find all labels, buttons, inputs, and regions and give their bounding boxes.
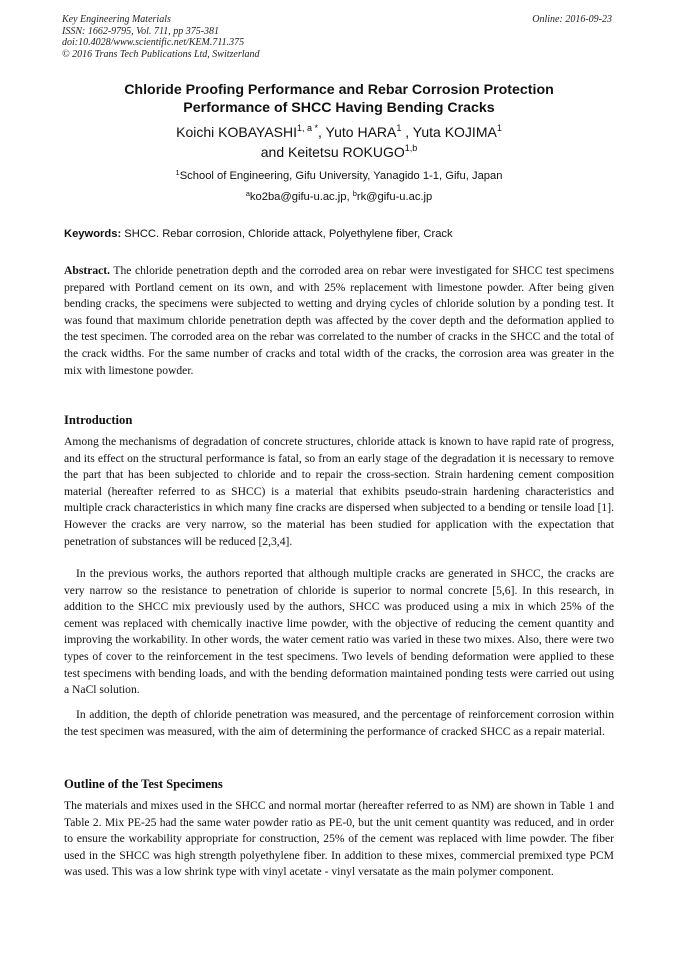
author-name: and Keitetsu ROKUGO	[260, 144, 405, 160]
online-date: Online: 2016-09-23	[532, 14, 612, 25]
author-superscript: 1	[496, 123, 502, 133]
email-superscript: b	[352, 189, 357, 198]
email-link: rk@gifu-u.ac.jp	[356, 191, 433, 203]
abstract-text: The chloride penetration depth and the corroded area on rebar were investigated for SHCC test specimens prepared with Portland cement on its own, and with 25% replacement with limestone powder. After being given bending cracks, the specimens were subjected to wetting and drying cycles of chloride solution by a ponding test. It was found that maximum chloride penetration depth was affected by the cover depth and the deformation applied to the test specimen. The corroded area on the rebar was correlated to the number of cracks in the SHCC and the total of the crack widths. For the same number of cracks and total width of the cracks, the corrosion area was greater in the mix with limestone powder.	[64, 264, 614, 377]
section-heading-introduction: Introduction	[64, 413, 133, 427]
intro-paragraph-1: Among the mechanisms of degradation of concrete structures, chloride attack is known to have rapid rate of progress, and its effect on the structural performance is fatal, so from an early stage of the degradation it is necessary to remove the part that has been subjected to chloride and to repair the cross-section. Strain hardening cement composition material (hereafter referred to as SHCC) is a material that exhibits pseudo-strain hardening characteristics and multiple crack characteristics in which many fine cracks are dispersed when subjected to a bending or tensile load [1]. However the cracks are very narrow, so the material has been studied for application with the expectation that penetration of substances will be reduced [2,3,4].	[64, 435, 614, 548]
affiliation-superscript: 1	[175, 168, 180, 177]
copyright-line: © 2016 Trans Tech Publications Ltd, Switzerland	[62, 48, 260, 60]
author-superscript: 1, a *	[297, 123, 319, 133]
keywords	[64, 227, 453, 241]
paper-title	[40, 81, 638, 117]
keywords-text: SHCC. Rebar corrosion, Chloride attack, Polyethylene fiber, Crack	[121, 228, 453, 240]
outline-paragraph-1: The materials and mixes used in the SHCC and normal mortar (hereafter referred to as NM) are shown in Table 1 and Table 2. Mix PE-25 had the same water powder ratio as PE-0, but the unit cement quantity was reduced, and in order to ensure the workability appropriate for construction, 25% of the cement was replaced with lime powder. The fiber used in the SHCC was high strength polyethylene fiber. In addition to these mixes, commercial premixed type PCM was used. This was a low shrink type with vinyl acetate - vinyl versatate as the main polymer component.	[64, 799, 614, 879]
doi-line: doi:10.4028/www.scientific.net/KEM.711.375	[62, 37, 245, 48]
author-name: , Yuta KOJIMA	[401, 124, 497, 140]
author-name: , Yuto HARA	[318, 124, 397, 140]
issn-line: ISSN: 1662-9795, Vol. 711, pp 375-381	[62, 25, 220, 37]
author-superscript: 1,b	[404, 143, 418, 153]
title-line-2: Performance of SHCC Having Bending Cracks	[183, 100, 495, 116]
author-line-2	[40, 142, 638, 162]
intro-paragraph-3: In addition, the depth of chloride penetration was measured, and the percentage of reinforcement corrosion within the test specimen was measured, with the aim of determining the performance of cracked SHCC as a repair material.	[64, 708, 614, 738]
journal-header	[62, 14, 260, 60]
intro-paragraph-2: In the previous works, the authors reported that although multiple cracks are generated in SHCC, the cracks are very narrow so the resistance to penetration of chloride is superior to normal concrete [5,6]. In this research, in addition to the SHCC mix previously used by the authors, SHCC was produced using a mix in which 25% of the cement was replaced with chemically inactive lime powder, with the objective of reducing the cement quantity and improving the workability. In other words, the water cement ratio was varied in these two mixes. Also, there were two types of cover to the reinforcement in the test specimens. Two levels of bending deformation were applied to these test specimens with bending loads, and with the bending deformation maintained ponding tests were carried out using a NaCl solution.	[64, 567, 614, 697]
email-superscript: a	[245, 189, 250, 198]
email-link: ko2ba@gifu-u.ac.jp,	[249, 191, 353, 203]
journal-name: Key Engineering Materials	[62, 14, 171, 25]
author-superscript: 1	[396, 123, 402, 133]
affiliation	[40, 169, 638, 183]
affiliation-text: School of Engineering, Gifu University, Yanagido 1-1, Gifu, Japan	[179, 170, 503, 182]
author-list	[40, 122, 638, 162]
keywords-label: Keywords:	[64, 228, 122, 240]
author-name: Koichi KOBAYASHI	[176, 124, 297, 140]
section-heading-outline: Outline of the Test Specimens	[64, 777, 223, 791]
title-line-1: Chloride Proofing Performance and Rebar Corrosion Protection	[124, 82, 554, 98]
abstract-label: Abstract.	[64, 264, 111, 277]
author-emails	[40, 190, 638, 204]
author-line-1	[40, 122, 638, 142]
abstract	[64, 263, 614, 379]
